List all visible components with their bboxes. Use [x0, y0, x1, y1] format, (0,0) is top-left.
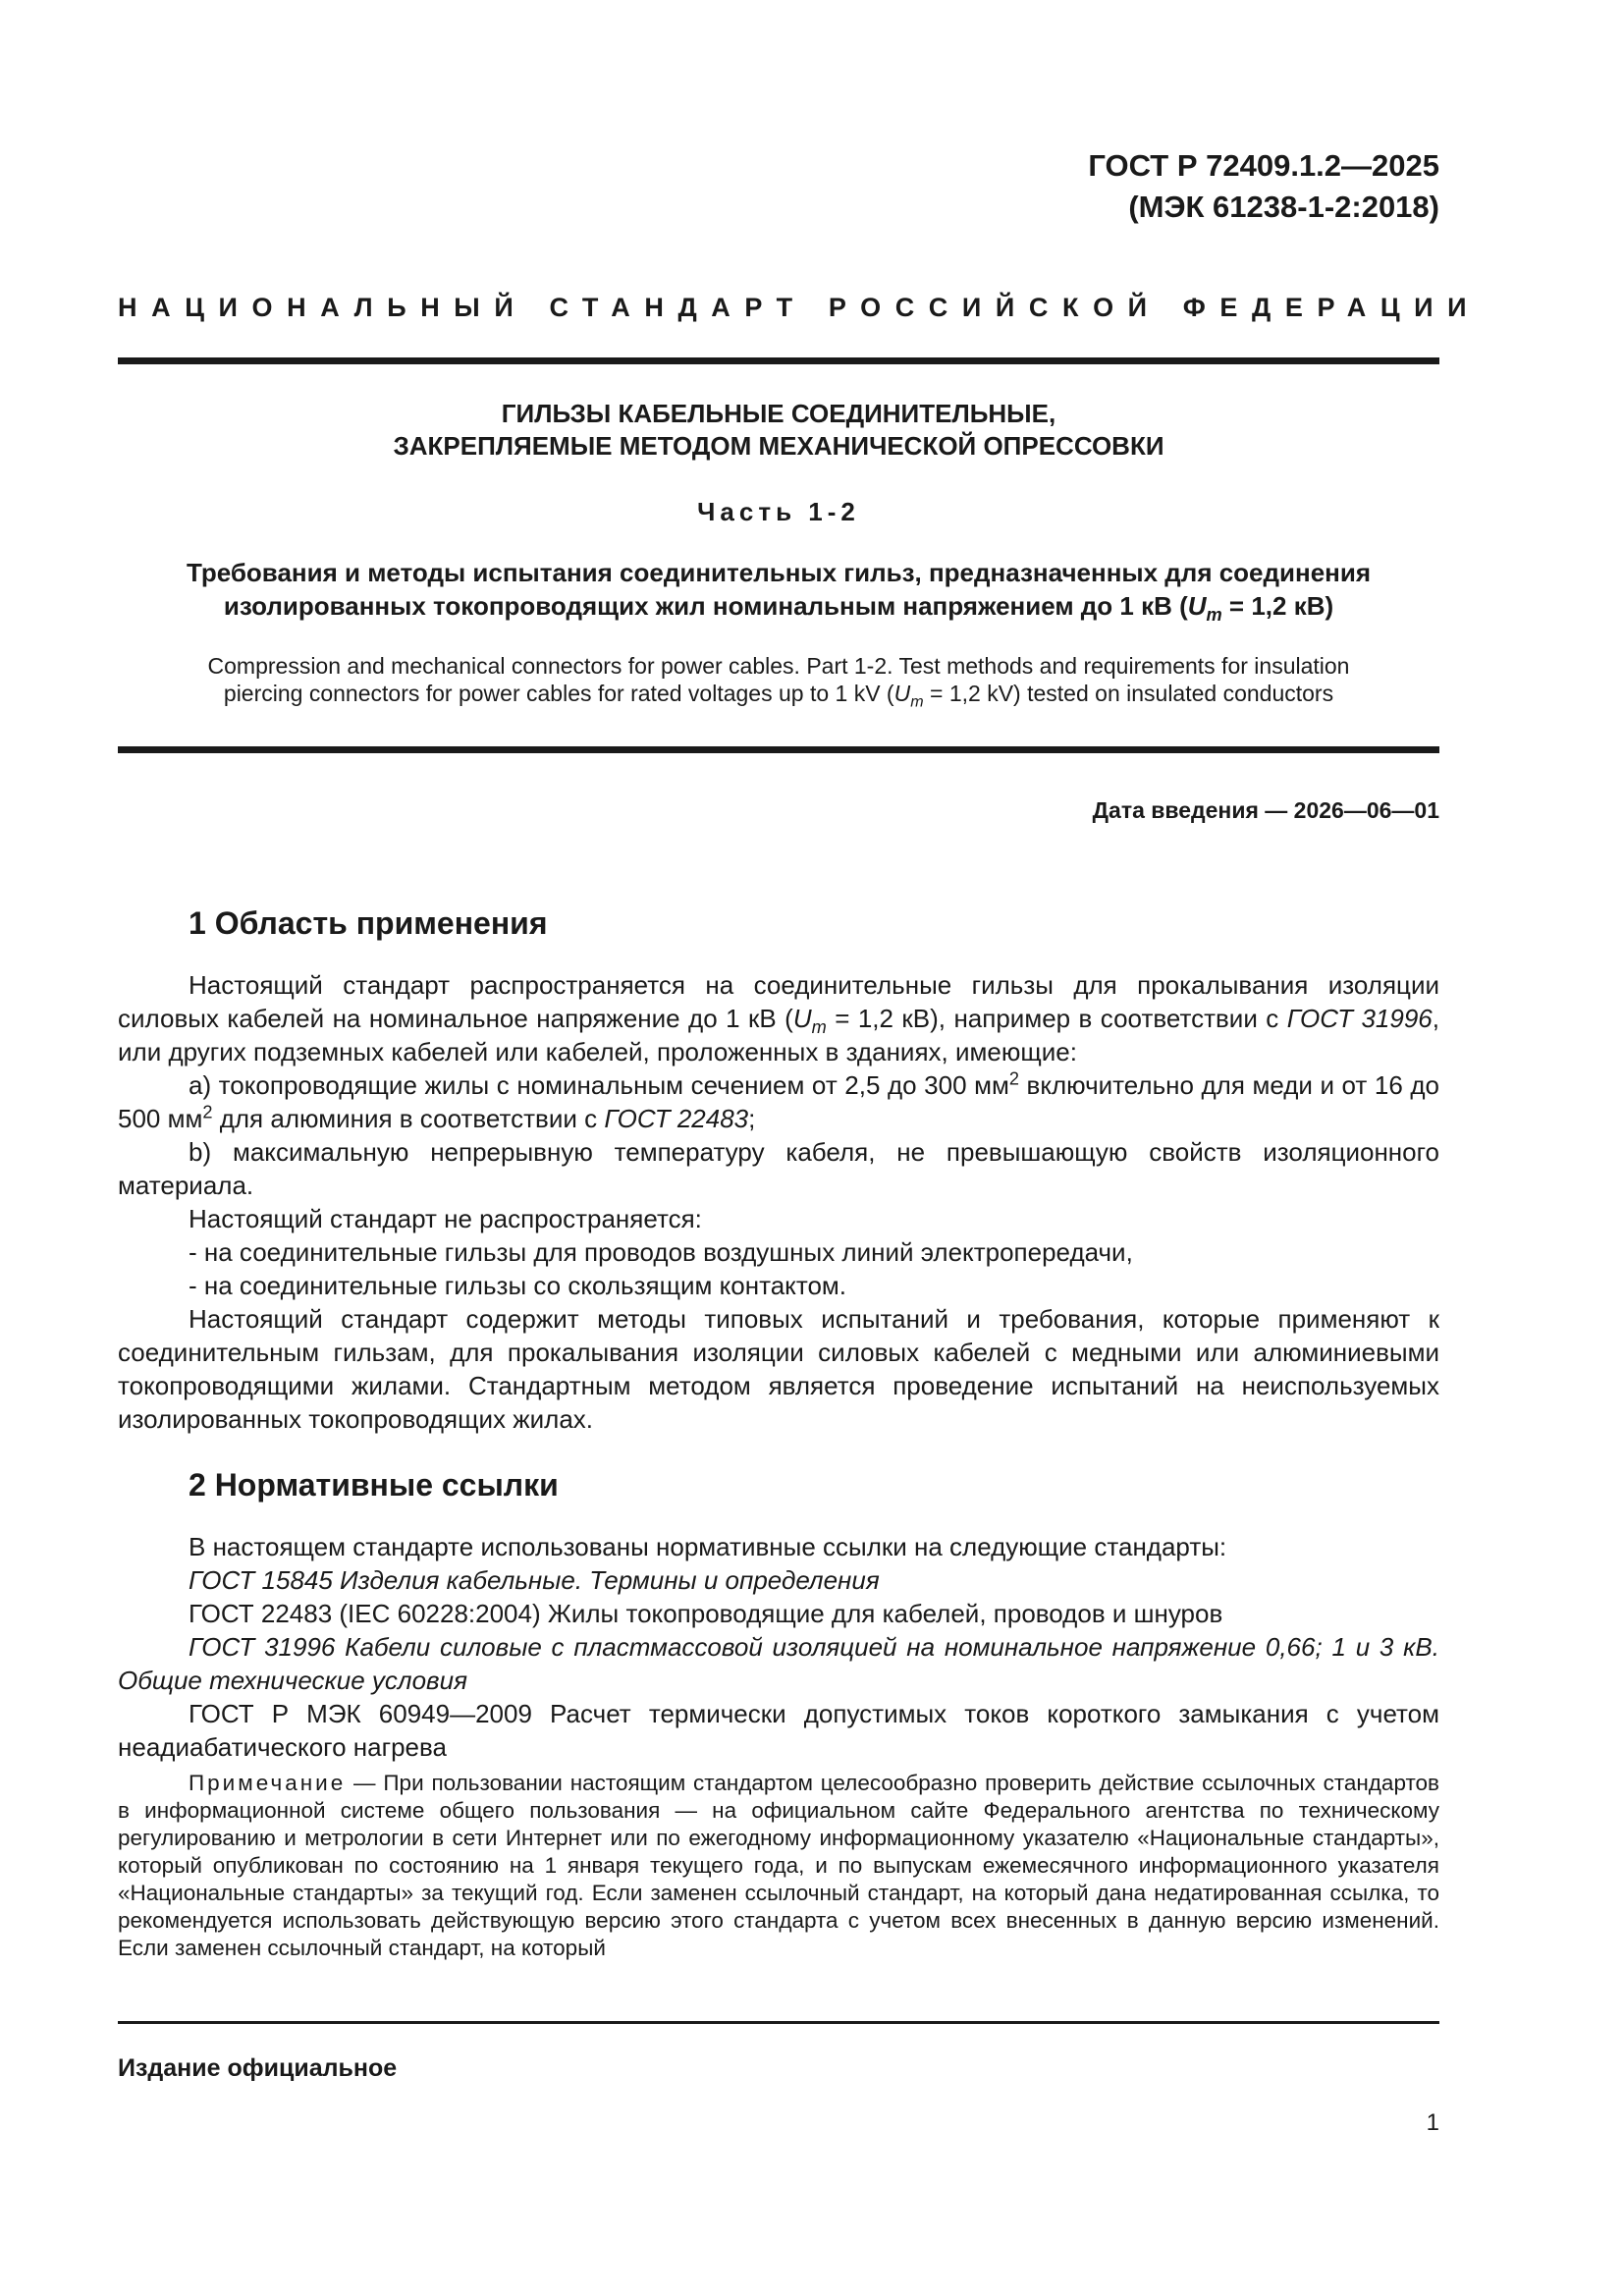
- top-rule: [118, 357, 1439, 364]
- note-label: Примечание: [189, 1771, 347, 1795]
- section-1-heading: 1 Область применения: [189, 905, 548, 941]
- title-line-2: ЗАКРЕПЛЯЕМЫЕ МЕТОДОМ МЕХАНИЧЕСКОЙ ОПРЕССОВКИ: [393, 431, 1164, 461]
- not-applies-item-1: - на соединительные гильзы для проводов воздушных линий электропередачи,: [189, 1237, 1133, 1267]
- reference-gost-15845: ГОСТ 15845 Изделия кабельные. Термины и определения: [189, 1565, 880, 1595]
- introduction-date: Дата введения — 2026—06—01: [1092, 797, 1439, 823]
- not-applies-paragraph: Настоящий стандарт не распространяется:: [189, 1204, 702, 1233]
- title-bottom-rule: [118, 746, 1439, 753]
- subtitle-line-1: Требования и методы испытания соединительных гильз, предназначенных для соединения: [186, 558, 1372, 587]
- scope-item-b: b) максимальную непрерывную температуру кабеля, не превышающую свойств изоляционного материала.: [118, 1137, 1439, 1200]
- methods-paragraph: Настоящий стандарт содержит методы типовых испытаний и требования, которые применяют к соединительным гильзам, для прокалывания изоляции силовых кабелей с медными или алюминиевыми токопроводящими жилами. Стандартным методом является проведение испытаний на неиспользуемых изолированных токопроводящих жилах.: [118, 1304, 1439, 1434]
- title-line-1: ГИЛЬЗЫ КАБЕЛЬНЫЕ СОЕДИНИТЕЛЬНЫЕ,: [501, 399, 1056, 428]
- part-label: Часть 1-2: [697, 497, 860, 526]
- subtitle-line-2: изолированных токопроводящих жил номинальным напряжением до 1 кВ ($U_m = 1,2$ кВ): [223, 591, 1334, 626]
- official-edition-label: Издание официальное: [118, 2054, 398, 2082]
- national-standard-banner: НАЦИОНАЛЬНЫЙ СТАНДАРТ РОССИЙСКОЙ ФЕДЕРАЦИИ: [118, 293, 1482, 322]
- note-paragraph: Примечание — При пользовании настоящим стандартом целесообразно проверить действие ссылочных стандартов в информационной системе общего пользования — на официальном сайте Федерального агентства по техническому регулированию и метрологии в сети Интернет или по ежегодному информационному указателю «Национальные стандарты», который опубликован по состоянию на 1 января текущего года, и по выпускам ежемесячного информационного указателя «Национальные стандарты» за текущий год. Если заменен ссылочный стандарт, на который дана недатированная ссылка, то рекомендуется использовать действующую версию этого стандарта с учетом всех внесенных в данную версию изменений. Если заменен ссылочный стандарт, на который: [118, 1771, 1439, 1960]
- document-number: ГОСТ Р 72409.1.2—2025: [1088, 148, 1439, 183]
- reference-gost-r-iec-60949: ГОСТ Р МЭК 60949—2009 Расчет термически допустимых токов короткого замыкания с учетом неадиабатического нагрева: [118, 1699, 1439, 1762]
- footer-rule: [118, 2021, 1439, 2024]
- references-intro: В настоящем стандарте использованы нормативные ссылки на следующие стандарты:: [189, 1532, 1227, 1561]
- scope-paragraph: Настоящий стандарт распространяется на соединительные гильзы для прокалывания изоляции силовых кабелей на номинальное напряжение до 1 кВ ($U_m = 1,2$ кВ), например в соответствии с ГОСТ 31996, или других подземных кабелей или кабелей, проложенных в зданиях, имеющие:: [118, 970, 1439, 1066]
- section-2-heading: 2 Нормативные ссылки: [189, 1467, 559, 1503]
- iec-number: (МЭК 61238-1-2:2018): [1128, 190, 1439, 224]
- english-title-line-1: Compression and mechanical connectors for power cables. Part 1-2. Test methods and requirements for insulation: [207, 653, 1350, 679]
- scope-item-a: а) токопроводящие жилы с номинальным сечением от 2,5 до 300 $мм^2$ включительно для меди и от 16 до 500 $мм^2$ для алюминия в соответствии с ГОСТ 22483;: [118, 1068, 1439, 1133]
- reference-gost-22483: ГОСТ 22483 (IEC 60228:2004) Жилы токопроводящие для кабелей, проводов и шнуров: [189, 1599, 1223, 1628]
- english-title-line-2: piercing connectors for power cables for rated voltages up to 1 kV ($U_m = 1,2$ kV) tested on insulated conductors: [223, 681, 1334, 711]
- page-number: 1: [1426, 2109, 1439, 2136]
- reference-gost-31996: ГОСТ 31996 Кабели силовые с пластмассовой изоляцией на номинальное напряжение 0,66; 1 и 3 кВ. Общие технические условия: [118, 1632, 1439, 1695]
- not-applies-item-2: - на соединительные гильзы со скользящим контактом.: [189, 1271, 847, 1300]
